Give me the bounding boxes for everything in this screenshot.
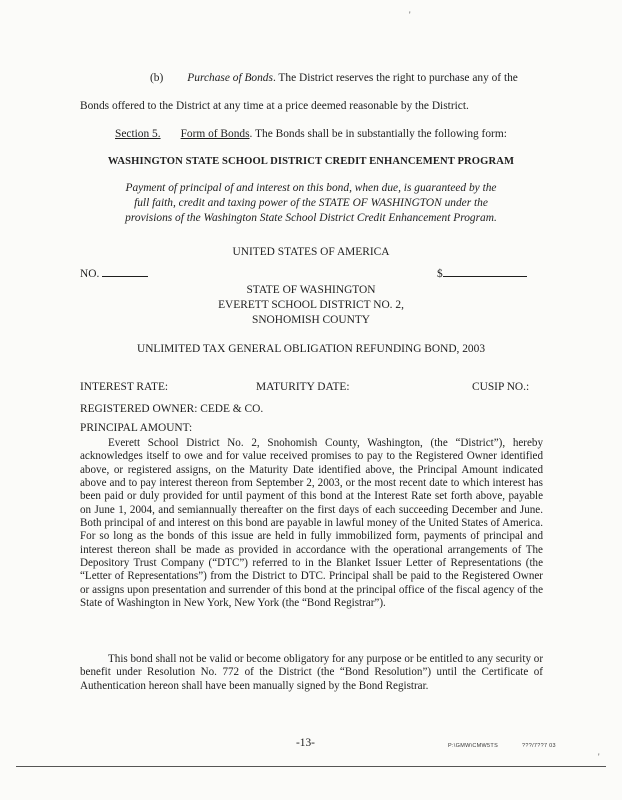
footer-code-1: P:\GMW\CMW5TS (448, 743, 499, 749)
bond-number-blank (102, 265, 148, 277)
bond-number-label: NO. (80, 268, 100, 280)
bond-amount-field (437, 265, 527, 281)
section-5-label: Section 5. (115, 128, 161, 140)
issuer-state: STATE OF WASHINGTON (246, 284, 376, 296)
issuer-county: SNOHOMISH COUNTY (251, 314, 371, 326)
maturity-date-label: MATURITY DATE: (256, 381, 350, 393)
registered-owner-label: REGISTERED OWNER: CEDE & CO. (80, 403, 264, 415)
corner-scan-mark: ' (409, 10, 411, 20)
guarantee-line-3: provisions of the Washington State School District Credit Enhancement Program. (125, 212, 497, 224)
program-title: WASHINGTON STATE SCHOOL DISTRICT CREDIT ENHANCEMENT PROGRAM (107, 156, 515, 167)
bond-amount-label: $ (437, 268, 443, 280)
footer-divider (16, 766, 606, 767)
body-paragraph-1: Everett School District No. 2, Snohomish County, Washington, (the “District”), hereby acknowledges itself to owe and for value received promises to pay to the Registered Owner identified above, or registered assigns, on the Maturity Date identified above, the Principal Amount indicated above and to pay interest thereon from September 2, 2003, or the most recent date to which interest has been paid or duly provided for until payment of this bond at the Interest Rate set forth above, payable on June 1, 2004, and semiannually thereafter on the first days of each succeeding December and June. Both principal of and interest on this bond are payable in lawful money of the United States of America. For so long as the bonds of this issue are held in fully immobilized form, payments of principal and interest thereon shall be made as provided in accordance with the operational arrangements of The Depository Trust Company (“DTC”) referred to in the Blanket Issuer Letter of Representations (the “Letter of Representations”) from the District to DTC. Principal shall be paid to the Registered Owner or assigns upon presentation and surrender of this bond at the principal office of the fiscal agency of the State of Washington in New York, New York (the “Bond Registrar”). (80, 437, 543, 610)
section-5-text: . The Bonds shall be in substantially the following form: (249, 128, 507, 140)
bond-number-field (80, 265, 148, 281)
validity-text (80, 653, 543, 693)
bond-title: UNLIMITED TAX GENERAL OBLIGATION REFUNDING BOND, 2003 (136, 343, 486, 355)
section-b-continuation: Bonds offered to the District at any time at a price deemed reasonable by the District. (80, 100, 469, 112)
body-paragraph-2: This bond shall not be valid or become obligatory for any purpose or be entitled to any security or benefit under Resolution No. 772 of the District (the “Bond Resolution”) until the Certificate of Authentication hereon shall have been manually signed by the Bond Registrar. (80, 653, 544, 692)
section-b-line (150, 72, 518, 85)
cusip-label: CUSIP NO.: (472, 381, 530, 393)
section-5-heading: Form of Bonds (180, 128, 250, 140)
bond-amount-blank (443, 265, 527, 277)
section-5-line (115, 128, 507, 141)
interest-rate-label: INTEREST RATE: (80, 381, 169, 393)
guarantee-line-1: Payment of principal of and interest on this bond, when due, is guaranteed by the (125, 182, 497, 194)
margin-scan-mark: ' (598, 752, 600, 762)
section-b-label: (b) (150, 72, 164, 84)
body-text (80, 437, 543, 610)
section-b-heading: Purchase of Bonds (187, 72, 273, 84)
section-b-text: . The District reserves the right to purchase any of the (272, 72, 518, 84)
principal-amount-label: PRINCIPAL AMOUNT: (80, 422, 193, 434)
page-number: -13- (296, 737, 315, 749)
guarantee-line-2: full faith, credit and taxing power of the STATE OF WASHINGTON under the (134, 197, 488, 209)
footer-code-2: ???/7??7 03 (522, 743, 556, 749)
issuer-district: EVERETT SCHOOL DISTRICT NO. 2, (218, 299, 404, 311)
country-heading: UNITED STATES OF AMERICA (232, 246, 390, 258)
